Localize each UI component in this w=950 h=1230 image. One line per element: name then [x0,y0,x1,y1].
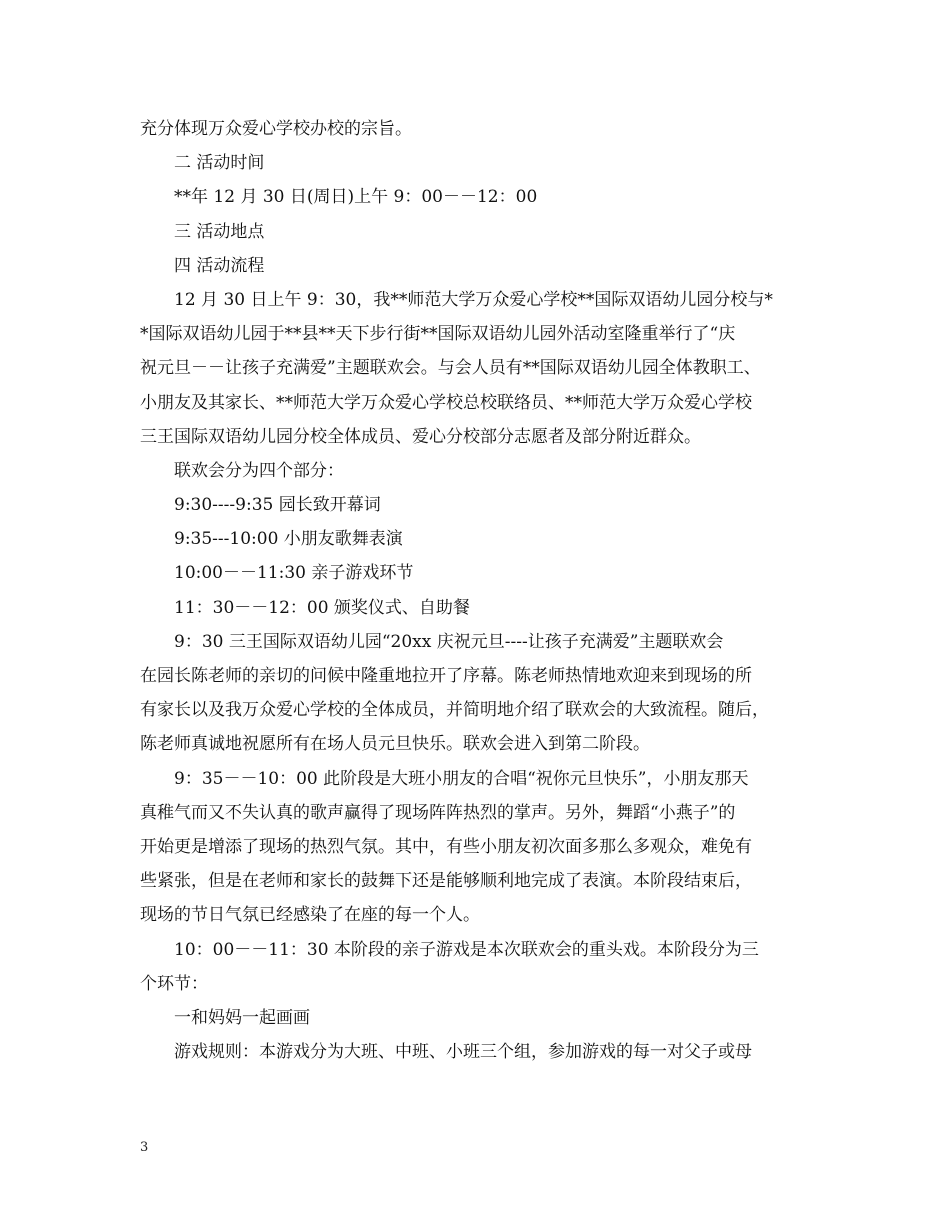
text-line: 真稚气而又不失认真的歌声赢得了现场阵阵热烈的掌声。另外，舞蹈“小燕子”的 [140,802,736,823]
text-line: 三王国际双语幼儿园分校全体成员、爱心分校部分志愿者及部分附近群众。 [140,426,701,447]
text-line: 12 月 30 日上午 9：30，我**师范大学万众爱心学校**国际双语幼儿园分校与* [174,289,773,310]
text-line: 9：35－－10：00 此阶段是大班小朋友的合唱“祝你元旦快乐”，小朋友那天 [174,768,749,789]
text-line: 9：30 三王国际双语幼儿园“20xx 庆祝元旦----让孩子充满爱”主题联欢会 [174,631,724,652]
text-line: **年 12 月 30 日(周日)上午 9：00－－12：00 [174,187,538,208]
text-line: 10:00－－11:30 亲子游戏环节 [174,563,414,584]
page-number: 3 [140,1140,149,1155]
document-body [140,112,830,1069]
text-line: 充分体现万众爱心学校办校的宗旨。 [140,119,412,139]
text-line: 联欢会分为四个部分： [174,460,344,481]
text-line: 一和妈妈一起画画 [174,1007,310,1028]
text-line: 在园长陈老师的亲切的问候中隆重地拉开了序幕。陈老师热情地欢迎来到现场的所 [140,666,752,686]
text-line: 陈老师真诚地祝愿所有在场人员元旦快乐。联欢会进入到第二阶段。 [140,734,650,755]
text-line: 9:30----9:35 园长致开幕词 [174,495,381,516]
text-line: 现场的节日气氛已经感染了在座的每一个人。 [140,905,480,926]
text-line: 小朋友及其家长、**师范大学万众爱心学校总校联络员、**师范大学万众爱心学校 [140,392,752,413]
text-line: 个环节： [140,973,208,994]
text-line: 游戏规则：本游戏分为大班、中班、小班三个组，参加游戏的每一对父子或母 [174,1042,752,1063]
text-line: 11：30－－12：00 颁奖仪式、自助餐 [174,597,470,618]
text-line: 四 活动流程 [174,255,265,276]
text-line: 有家长以及我万众爱心学校的全体成员，并简明地介绍了联欢会的大致流程。随后， [140,700,769,721]
text-line: *国际双语幼儿园于**县**天下步行街**国际双语幼儿园外活动室隆重举行了“庆 [140,324,736,345]
text-line: 9:35---10:00 小朋友歌舞表演 [174,529,403,550]
text-line: 开始更是增添了现场的热烈气氛。其中，有些小朋友初次面多那么多观众，难免有 [140,836,752,857]
text-line: 10：00－－11：30 本阶段的亲子游戏是本次联欢会的重头戏。本阶段分为三 [174,939,759,960]
text-line: 些紧张，但是在老师和家长的鼓舞下还是能够顺利地完成了表演。本阶段结束后， [140,871,752,892]
text-line: 祝元旦－－让孩子充满爱”主题联欢会。与会人员有**国际双语幼儿园全体教职工、 [140,358,761,379]
text-line: 三 活动地点 [174,221,265,242]
text-line: 二 活动时间 [174,153,265,174]
